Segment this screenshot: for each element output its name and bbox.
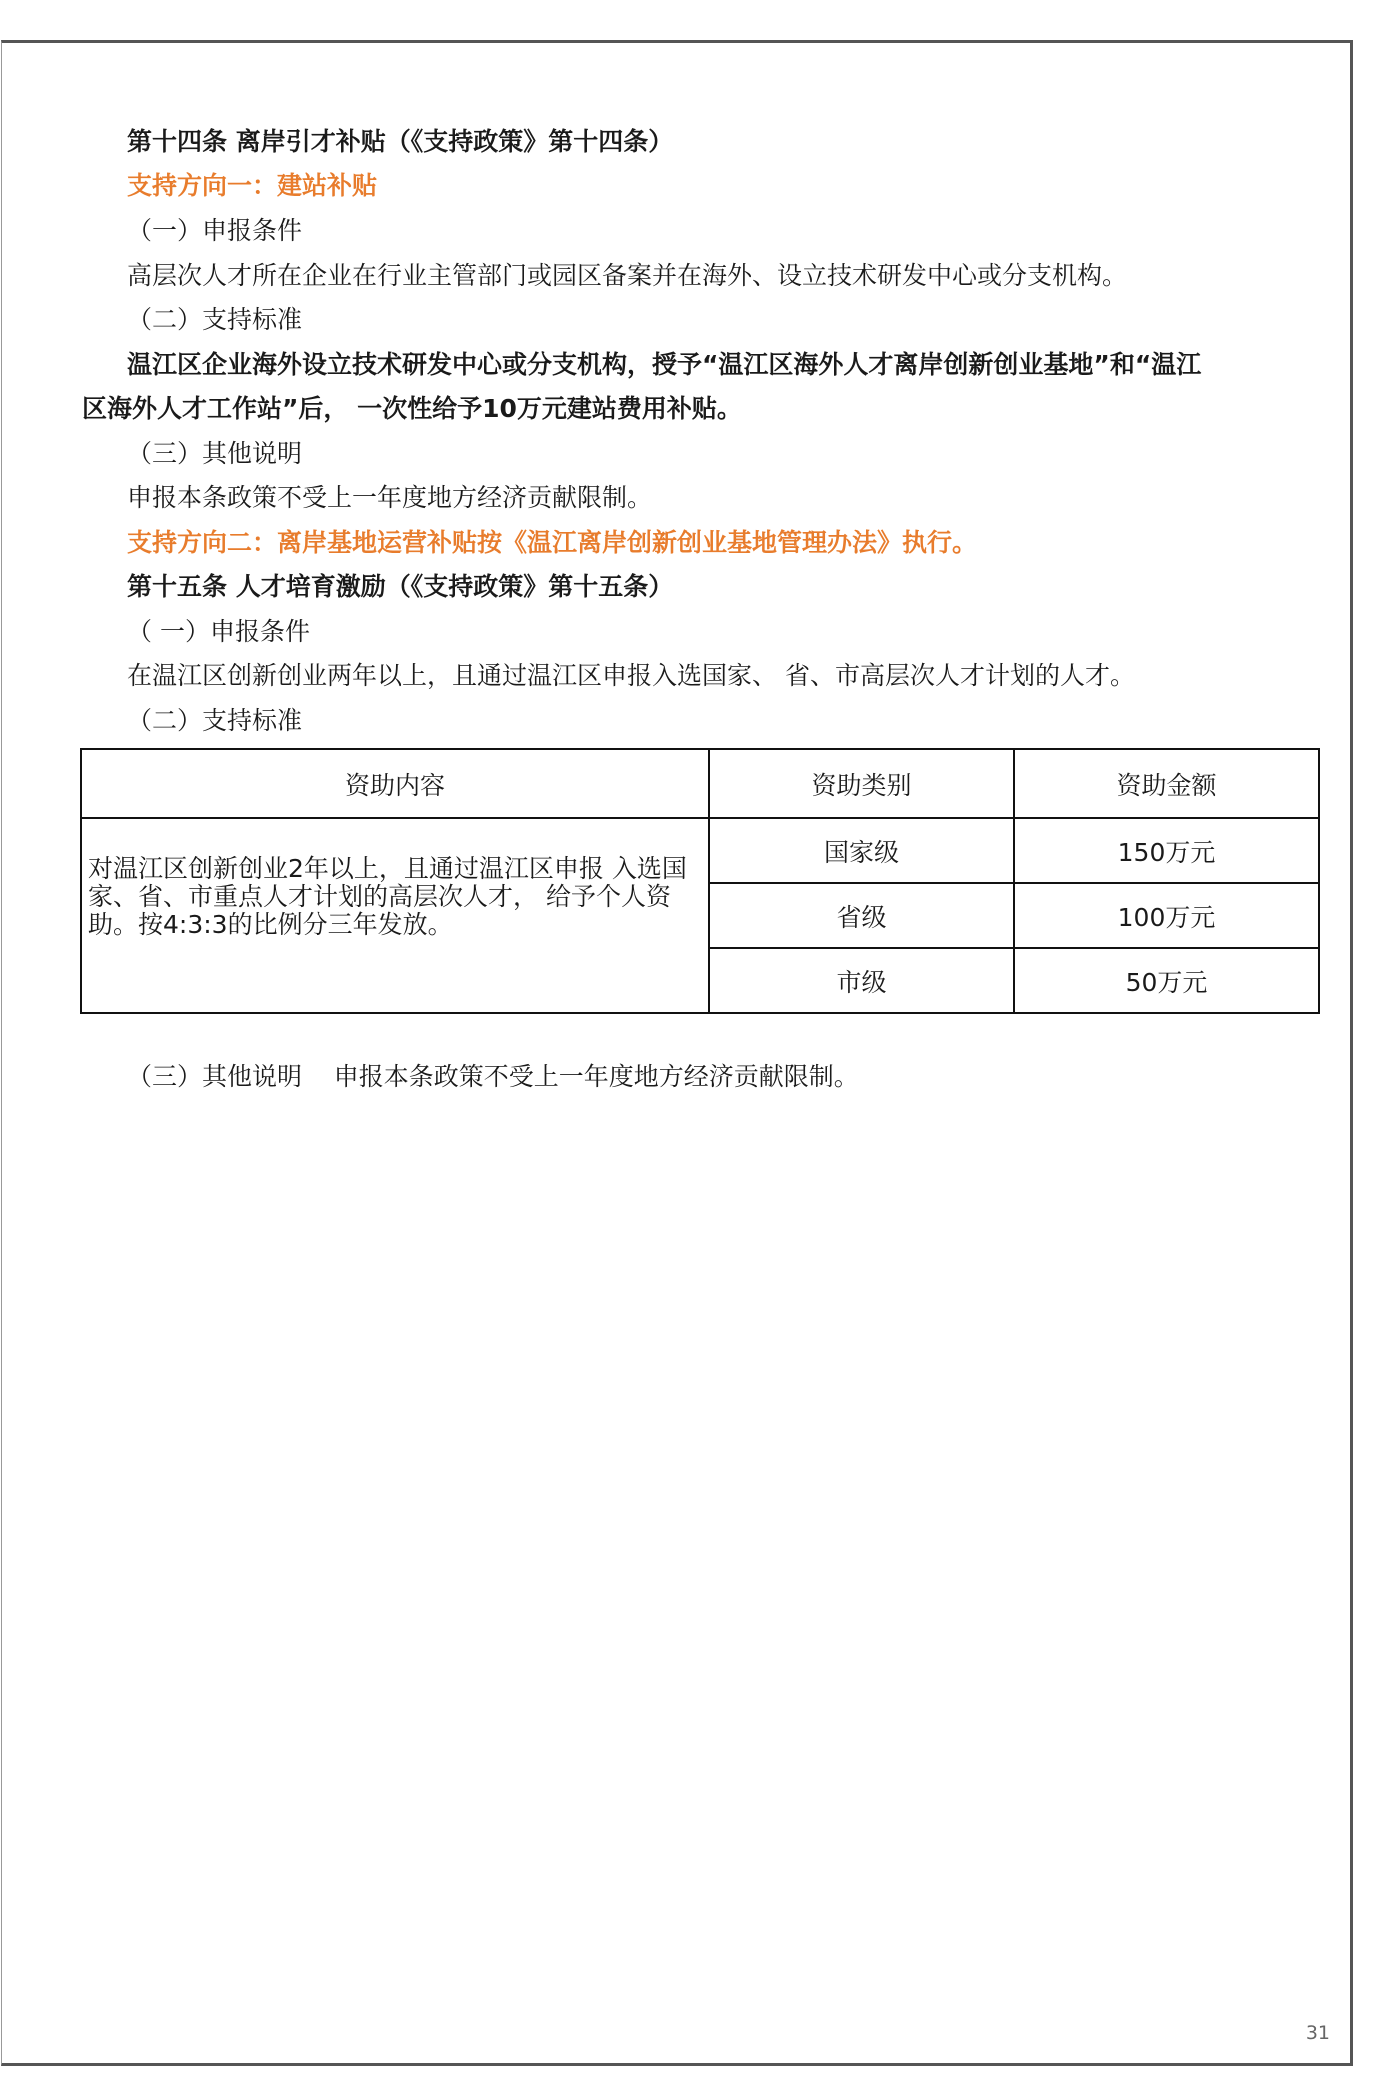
- article-14-standard-label: （二）支持标准: [127, 305, 303, 334]
- article-14-conditions-text: 高层次人才所在企业在行业主管部门或园区备案并在海外、设立技术研发中心或分支机构。: [127, 261, 1128, 290]
- article-14-notes-label: （三）其他说明: [127, 439, 303, 468]
- article-14-standard-text-line-2: 区海外人才工作站”后， 一次性给予10万元建站费用补贴。: [82, 394, 742, 423]
- table-amount-cell: 150万元: [1014, 818, 1319, 883]
- page-number: 31: [1305, 2022, 1330, 2044]
- article-14-heading: 第十四条 离岸引才补贴（《支持政策》第十四条）: [127, 127, 674, 156]
- article-14-direction-2-title: 支持方向二：离岸基地运营补贴按《温江离岸创新创业基地管理办法》执行。: [127, 528, 978, 557]
- header-category: 资助类别: [709, 749, 1014, 818]
- table-category-cell: 市级: [709, 948, 1014, 1013]
- article-14-standard-text-line-1: 温江区企业海外设立技术研发中心或分支机构，授予“温江区海外人才离岸创新创业基地”和“温江: [127, 350, 1202, 379]
- article-14-conditions-label: （一）申报条件: [127, 216, 303, 245]
- article-15-standard-label: （二）支持标准: [127, 706, 303, 735]
- article-15-conditions-label: （ 一）申报条件: [127, 617, 310, 646]
- table-amount-cell: 50万元: [1014, 948, 1319, 1013]
- table-row: [81, 818, 1319, 883]
- table-header-row: [81, 749, 1319, 818]
- page-frame: [1, 40, 1353, 2066]
- support-standard-table: [80, 748, 1320, 1014]
- article-15-conditions-text: 在温江区创新创业两年以上，且通过温江区申报入选国家、 省、市高层次人才计划的人才。: [127, 661, 1135, 690]
- article-14-notes-text: 申报本条政策不受上一年度地方经济贡献限制。: [127, 483, 653, 512]
- header-content: 资助内容: [81, 749, 709, 818]
- article-15-notes-line: （三）其他说明 申报本条政策不受上一年度地方经济贡献限制。: [127, 1062, 859, 1091]
- header-amount: 资助金额: [1014, 749, 1319, 818]
- table-amount-cell: 100万元: [1014, 883, 1319, 948]
- article-14-direction-1-title: 支持方向一：建站补贴: [127, 171, 378, 200]
- table-category-cell: 国家级: [709, 818, 1014, 883]
- table-category-cell: 省级: [709, 883, 1014, 948]
- table-description-cell: 对温江区创新创业2年以上，且通过温江区申报 入选国家、省、市重点人才计划的高层次人才， 给予个人资助。按4:3:3的比例分三年发放。: [81, 818, 709, 1013]
- article-15-heading: 第十五条 人才培育激励（《支持政策》第十五条）: [127, 572, 674, 601]
